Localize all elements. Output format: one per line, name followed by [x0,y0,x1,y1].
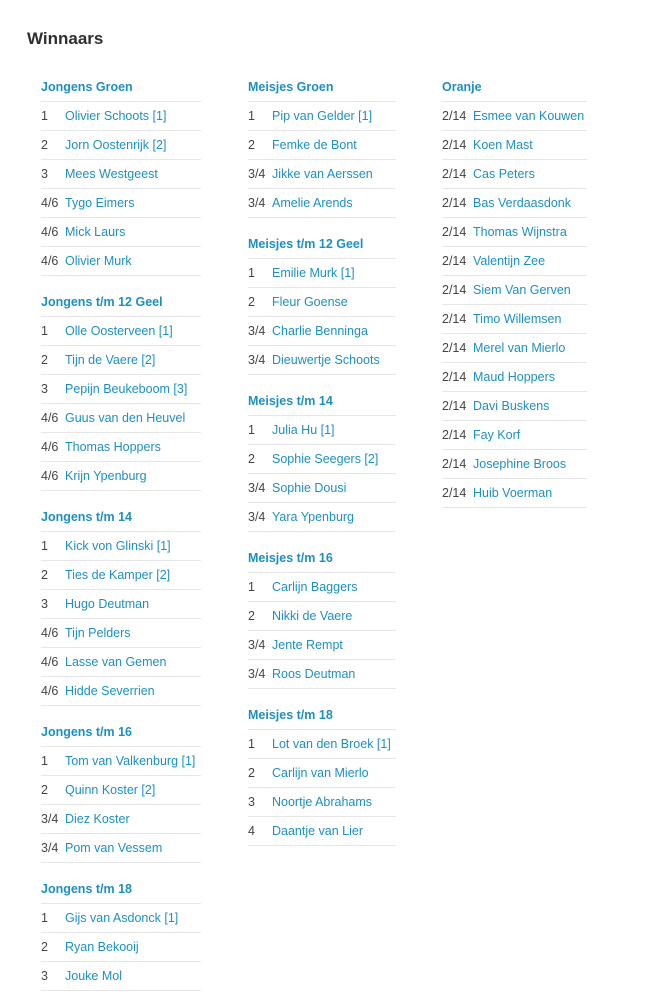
result-rank: 3/4 [248,167,266,181]
player-name-link[interactable]: Thomas Hoppers [65,440,161,454]
player-name-link[interactable]: Daantje van Lier [272,824,364,838]
column-middle [248,74,396,859]
player-name-link[interactable]: Bas Verdaasdonk [473,196,571,210]
result-rank: 4/6 [41,196,59,210]
result-row [442,421,587,450]
category-block [41,876,201,991]
player-name-link[interactable]: Noortje Abrahams [272,795,373,809]
result-rank: 2 [248,295,255,309]
result-rank: 3/4 [41,841,59,855]
result-row [41,433,201,462]
result-row [41,131,201,160]
category-title: Jongens t/m 18 [41,876,201,904]
result-rank: 3/4 [248,510,266,524]
category-title: Jongens t/m 16 [41,719,201,747]
result-row [248,102,396,131]
result-rank: 3/4 [248,353,266,367]
result-rank: 3/4 [248,638,266,652]
player-name-link[interactable]: Kick von Glinski [1] [65,539,171,553]
result-row [248,416,396,445]
result-rank: 1 [41,109,48,123]
player-name-link[interactable]: Mees Westgeest [65,167,158,181]
player-name-link[interactable]: Carlijn Baggers [272,580,358,594]
result-rank: 2/14 [442,167,467,181]
player-name-link[interactable]: Fay Korf [473,428,521,442]
column-left [41,74,201,1004]
result-rank: 2/14 [442,225,467,239]
result-row [442,334,587,363]
result-row [248,445,396,474]
category-block [41,289,201,491]
result-rank: 2 [41,783,48,797]
player-name-link[interactable]: Valentijn Zee [473,254,546,268]
player-name-link[interactable]: Cas Peters [473,167,535,181]
result-rank: 2 [41,568,48,582]
result-rank: 3 [41,597,48,611]
player-name-link[interactable]: Hugo Deutman [65,597,150,611]
result-rank: 2/14 [442,370,467,384]
result-row [41,102,201,131]
result-rank: 3 [41,382,48,396]
player-name-link[interactable]: Siem Van Gerven [473,283,571,297]
result-row [41,160,201,189]
result-row [41,962,201,991]
page-title: Winnaars [27,29,104,48]
player-name-link[interactable]: Pepijn Beukeboom [3] [65,382,188,396]
player-name-link[interactable]: Pip van Gelder [1] [272,109,373,123]
result-row [41,375,201,404]
category-title: Meisjes t/m 14 [248,388,396,416]
result-rank: 1 [41,754,48,768]
result-row [442,479,587,508]
result-row [442,218,587,247]
result-rank: 1 [41,911,48,925]
result-rank: 2 [248,452,255,466]
result-rank: 2/14 [442,457,467,471]
player-name-link[interactable]: Nikki de Vaere [272,609,353,623]
player-name-link[interactable]: Olivier Schoots [1] [65,109,167,123]
player-name-link[interactable]: Sophie Seegers [2] [272,452,379,466]
result-rank: 4/6 [41,655,59,669]
category-title: Jongens Groen [41,74,201,102]
result-rank: 3/4 [248,196,266,210]
result-rank: 2/14 [442,428,467,442]
player-name-link[interactable]: Esmee van Kouwen [473,109,585,123]
player-name-link[interactable]: Thomas Wijnstra [473,225,567,239]
result-rank: 2/14 [442,486,467,500]
column-right [442,74,587,521]
result-rank: 1 [248,266,255,280]
result-row [248,817,396,846]
player-name-link[interactable]: Gijs van Asdonck [1] [65,911,179,925]
category-title: Oranje [442,74,587,102]
player-name-link[interactable]: Lot van den Broek [1] [272,737,391,751]
result-row [442,189,587,218]
result-row [41,189,201,218]
result-rank: 1 [41,324,48,338]
result-row [442,102,587,131]
player-name-link[interactable]: Jorn Oostenrijk [2] [65,138,167,152]
result-row [41,677,201,706]
category-block [442,74,587,508]
result-row [41,346,201,375]
result-rank: 3/4 [248,324,266,338]
result-row [41,904,201,933]
player-name-link[interactable]: Jouke Mol [65,969,122,983]
result-row [442,131,587,160]
result-rank: 2 [248,766,255,780]
result-rank: 2/14 [442,254,467,268]
result-rank: 4/6 [41,684,59,698]
result-row [442,392,587,421]
player-name-link[interactable]: Koen Mast [473,138,533,152]
category-block [248,74,396,218]
result-row [41,317,201,346]
player-name-link[interactable]: Ryan Bekooij [65,940,139,954]
result-row [248,160,396,189]
result-row [41,561,201,590]
result-row [442,276,587,305]
result-row [248,474,396,503]
player-name-link[interactable]: Lasse van Gemen [65,655,167,669]
category-block [41,719,201,863]
result-row [248,346,396,375]
result-rank: 2 [248,138,255,152]
result-row [442,160,587,189]
result-rank: 4/6 [41,440,59,454]
result-rank: 1 [41,539,48,553]
result-row [248,259,396,288]
result-rank: 4/6 [41,626,59,640]
player-name-link[interactable]: Krijn Ypenburg [65,469,147,483]
result-row [248,788,396,817]
player-name-link[interactable]: Ties de Kamper [2] [65,568,171,582]
player-name-link[interactable]: Fleur Goense [272,295,348,309]
result-row [248,759,396,788]
result-row [41,747,201,776]
result-rank: 3/4 [248,667,266,681]
player-name-link[interactable]: Mick Laurs [65,225,126,239]
result-row [248,317,396,346]
result-rank: 1 [248,423,255,437]
player-name-link[interactable]: Huib Voerman [473,486,553,500]
result-rank: 2/14 [442,109,467,123]
category-block [248,388,396,532]
category-block [41,74,201,276]
player-name-link[interactable]: Quinn Koster [2] [65,783,156,797]
player-name-link[interactable]: Femke de Bont [272,138,357,152]
category-title: Meisjes Groen [248,74,396,102]
result-rank: 2/14 [442,399,467,413]
result-row [41,218,201,247]
result-rank: 3 [41,167,48,181]
result-rank: 2/14 [442,312,467,326]
result-row [248,503,396,532]
player-name-link[interactable]: Olle Oosterveen [1] [65,324,173,338]
player-name-link[interactable]: Merel van Mierlo [473,341,566,355]
category-title: Jongens t/m 12 Geel [41,289,201,317]
result-rank: 2 [248,609,255,623]
result-rank: 2 [41,353,48,367]
result-rank: 2/14 [442,341,467,355]
result-rank: 3 [248,795,255,809]
result-rank: 2 [41,138,48,152]
result-row [41,404,201,433]
result-row [248,631,396,660]
player-name-link[interactable]: Jente Rempt [272,638,343,652]
result-rank: 3 [41,969,48,983]
result-row [41,532,201,561]
player-name-link[interactable]: Charlie Benninga [272,324,368,338]
player-name-link[interactable]: Amelie Arends [272,196,353,210]
player-name-link[interactable]: Tygo Eimers [65,196,135,210]
result-row [41,590,201,619]
result-rank: 3/4 [248,481,266,495]
result-row [248,288,396,317]
result-row [248,189,396,218]
player-name-link[interactable]: Olivier Murk [65,254,132,268]
result-row [41,776,201,805]
category-block [248,702,396,846]
player-name-link[interactable]: Julia Hu [1] [272,423,335,437]
result-rank: 1 [248,737,255,751]
result-row [248,573,396,602]
player-name-link[interactable]: Pom van Vessem [65,841,163,855]
result-rank: 4/6 [41,225,59,239]
player-name-link[interactable]: Josephine Broos [473,457,567,471]
result-rank: 4/6 [41,469,59,483]
player-name-link[interactable]: Guus van den Heuvel [65,411,186,425]
player-name-link[interactable]: Carlijn van Mierlo [272,766,369,780]
result-row [41,247,201,276]
result-rank: 1 [248,109,255,123]
player-name-link[interactable]: Tijn Pelders [65,626,131,640]
player-name-link[interactable]: Dieuwertje Schoots [272,353,380,367]
player-name-link[interactable]: Sophie Dousi [272,481,347,495]
result-rank: 4 [248,824,255,838]
player-name-link[interactable]: Diez Koster [65,812,130,826]
result-row [248,660,396,689]
result-row [41,462,201,491]
result-row [248,131,396,160]
result-row [41,933,201,962]
result-row [442,247,587,276]
result-rank: 2/14 [442,283,467,297]
player-name-link[interactable]: Tijn de Vaere [2] [65,353,156,367]
result-row [41,619,201,648]
result-row [248,730,396,759]
result-row [41,648,201,677]
result-row [442,450,587,479]
result-row [41,805,201,834]
category-block [248,545,396,689]
result-rank: 1 [248,580,255,594]
player-name-link[interactable]: Jikke van Aerssen [272,167,373,181]
result-row [41,834,201,863]
player-name-link[interactable]: Maud Hoppers [473,370,555,384]
result-rank: 4/6 [41,411,59,425]
category-title: Meisjes t/m 12 Geel [248,231,396,259]
player-name-link[interactable]: Hidde Severrien [65,684,155,698]
category-block [41,504,201,706]
category-block [248,231,396,375]
result-rank: 2/14 [442,138,467,152]
player-name-link[interactable]: Tom van Valkenburg [1] [65,754,196,768]
result-rank: 4/6 [41,254,59,268]
result-row [442,305,587,334]
result-row [248,602,396,631]
player-name-link[interactable]: Roos Deutman [272,667,356,681]
category-title: Meisjes t/m 16 [248,545,396,573]
result-row [442,363,587,392]
result-rank: 3/4 [41,812,59,826]
player-name-link[interactable]: Yara Ypenburg [272,510,355,524]
player-name-link[interactable]: Davi Buskens [473,399,550,413]
result-rank: 2 [41,940,48,954]
category-title: Meisjes t/m 18 [248,702,396,730]
player-name-link[interactable]: Emilie Murk [1] [272,266,355,280]
category-title: Jongens t/m 14 [41,504,201,532]
result-rank: 2/14 [442,196,467,210]
player-name-link[interactable]: Timo Willemsen [473,312,562,326]
